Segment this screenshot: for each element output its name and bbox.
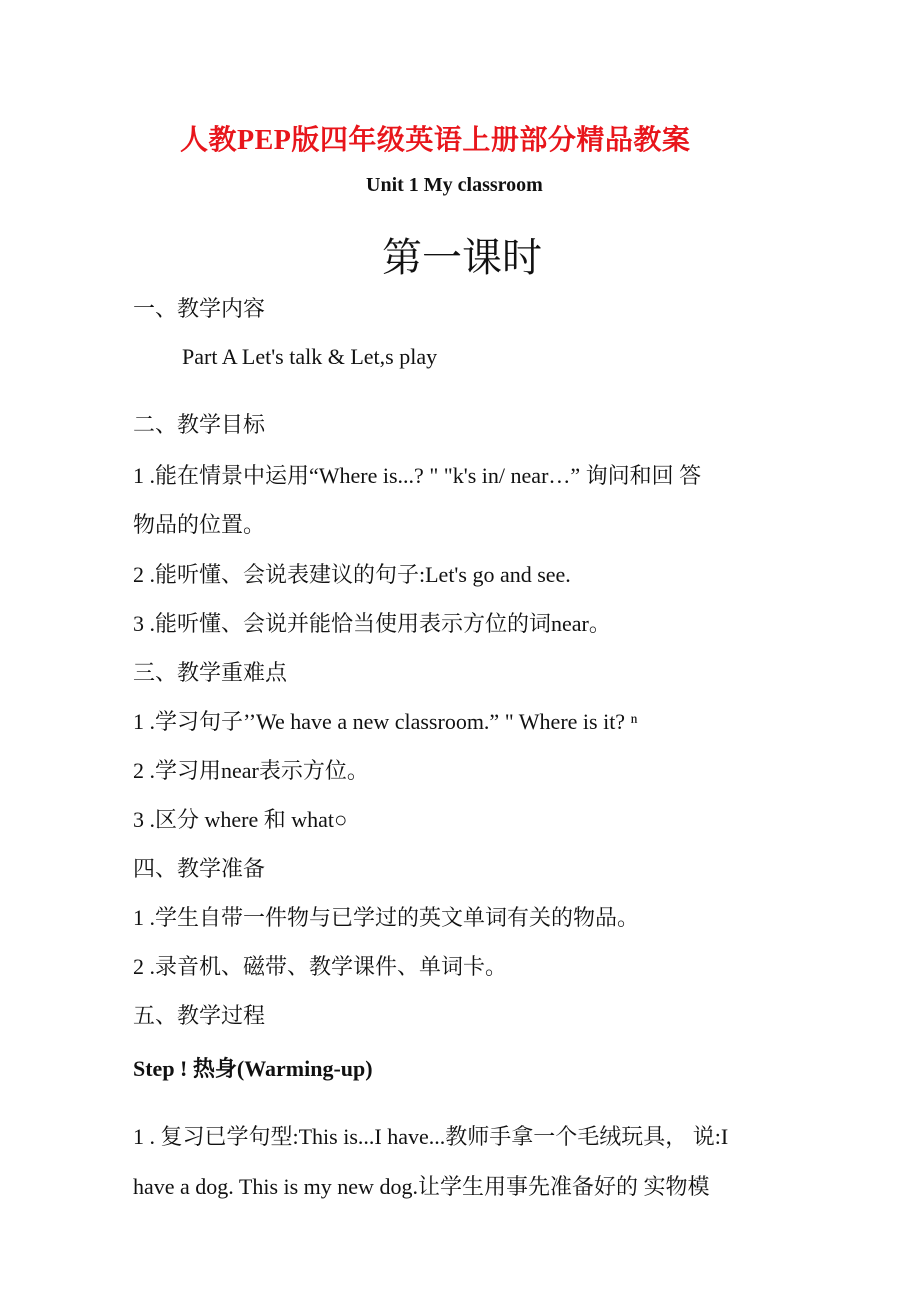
paragraph-line: 1 .能在情景中运用“Where is...? " "k's in/ near…” 询问和回 答	[133, 463, 702, 488]
document-title: 人教PEP版四年级英语上册部分精品教案	[180, 125, 691, 156]
step-heading: Step ! 热身(Warming-up)	[133, 1056, 373, 1081]
paragraph-line: 物品的位置。	[133, 512, 266, 537]
paragraph-line: 3 .能听懂、会说并能恰当使用表示方位的词near。	[133, 611, 611, 636]
section-heading-procedure: 五、教学过程	[133, 1003, 266, 1028]
paragraph-line: 1 .学生自带一件物与已学过的英文单词有关的物品。	[133, 905, 640, 930]
paragraph-line: 2 .能听懂、会说表建议的句子:Let's go and see.	[133, 562, 571, 587]
section-heading-content: 一、教学内容	[133, 296, 266, 321]
paragraph-line: Part A Let's talk & Let,s play	[182, 344, 438, 369]
paragraph-line: 3 .区分 where 和 what○	[133, 807, 348, 832]
section-heading-objectives: 二、教学目标	[133, 412, 266, 437]
paragraph-line: 2 .录音机、磁带、教学课件、单词卡。	[133, 954, 508, 979]
paragraph-line: 1 .学习句子’’We have a new classroom.” " Where is it? ⁿ	[133, 709, 638, 734]
paragraph-line: 2 .学习用near表示方位。	[133, 758, 369, 783]
section-heading-key-points: 三、教学重难点	[133, 660, 288, 685]
lesson-heading: 第一课时	[382, 235, 542, 280]
unit-heading: Unit 1 My classroom	[366, 174, 543, 196]
paragraph-line: 1 . 复习已学句型:This is...I have...教师手拿一个毛绒玩具， 说:I	[133, 1124, 729, 1149]
section-heading-preparation: 四、教学准备	[133, 856, 266, 881]
paragraph-line: have a dog. This is my new dog.让学生用事先准备好的 实物模	[133, 1174, 710, 1199]
